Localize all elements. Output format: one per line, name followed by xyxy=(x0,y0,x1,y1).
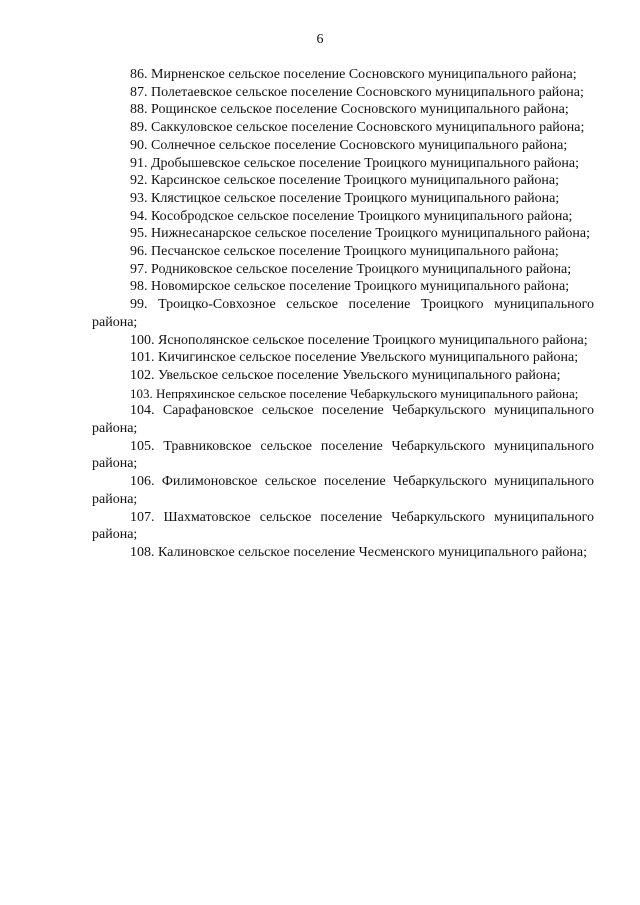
list-item: 94. Кособродское сельское поселение Троицкого муниципального района; xyxy=(130,208,573,224)
list-item: 106. Филимоновское сельское поселение Чебаркульского муниципального района; xyxy=(92,474,594,507)
list-item: 89. Саккуловское сельское поселение Сосновского муниципального района; xyxy=(130,120,585,136)
list-item: 96. Песчанское сельское поселение Троицкого муниципального района; xyxy=(130,244,559,260)
list-item: 90. Солнечное сельское поселение Сосновского муниципального района; xyxy=(130,137,568,153)
list-item: 101. Кичигинское сельское поселение Увельского муниципального района; xyxy=(130,350,579,366)
list-item: 92. Карсинское сельское поселение Троицкого муниципального района; xyxy=(130,173,559,189)
page-number: 6 xyxy=(316,32,324,47)
list-item: 99. Троицко-Совхозное сельское поселение Троицкого муниципального района; xyxy=(92,297,594,330)
list-item: 93. Клястицкое сельское поселение Троицкого муниципального района; xyxy=(130,190,560,206)
list-item: 105. Травниковское сельское поселение Чебаркульского муниципального района; xyxy=(92,438,594,472)
list-item: 107. Шахматовское сельское поселение Чебаркульского муниципального района; xyxy=(92,509,594,543)
list-item: 108. Калиновское сельское поселение Чесменского муниципального района; xyxy=(130,544,588,560)
list-item: 86. Мирненское сельское поселение Сосновского муниципального района; xyxy=(130,67,577,82)
settlement-list xyxy=(92,66,594,562)
list-item: 87. Полетаевское сельское поселение Сосновского муниципального района; xyxy=(130,84,584,100)
list-item: 103. Непряхинское сельское поселение Чебаркульского муниципального района; xyxy=(130,385,579,401)
list-item: 91. Дробышевское сельское поселение Троицкого муниципального района; xyxy=(130,155,579,171)
list-item: 102. Увельское сельское поселение Увельского муниципального района; xyxy=(130,367,561,383)
list-item: 100. Яснополянское сельское поселение Троицкого муниципального района; xyxy=(130,332,588,348)
list-item: 98. Новомирское сельское поселение Троицкого муниципального района; xyxy=(130,279,570,295)
list-item: 97. Родниковское сельское поселение Троицкого муниципального района; xyxy=(130,261,572,277)
list-item: 95. Нижнесанарское сельское поселение Троицкого муниципального района; xyxy=(130,226,591,242)
list-item: 88. Рощинское сельское поселение Сосновского муниципального района; xyxy=(130,102,569,118)
list-item: 104. Сарафановское сельское поселение Чебаркульского муниципального района; xyxy=(92,403,594,437)
